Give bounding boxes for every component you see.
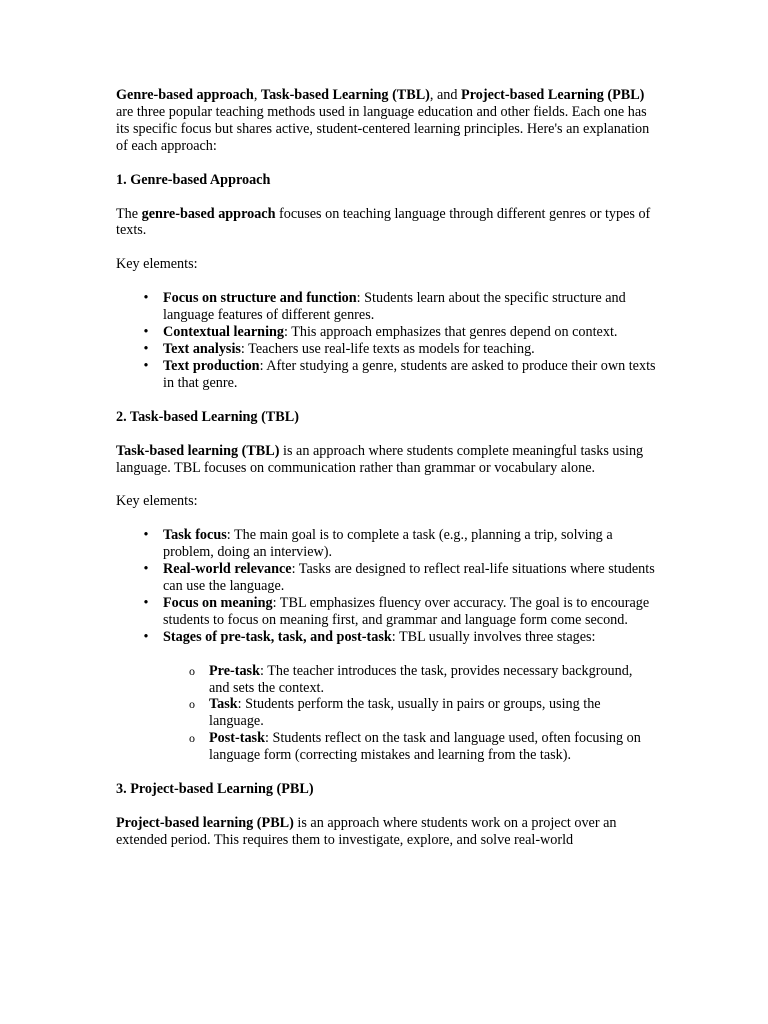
- list-item: [143, 594, 656, 629]
- bullet-icon: •: [143, 594, 149, 611]
- bullet-icon: •: [143, 628, 149, 645]
- intro-sep-1: ,: [253, 87, 261, 103]
- sublist-item-term: Post-task: [209, 730, 265, 747]
- list-item-term: Contextual learning: [163, 324, 284, 341]
- section-1-para-term: genre-based approach: [141, 205, 276, 222]
- list-item: [143, 357, 656, 392]
- bullet-icon: •: [143, 561, 149, 578]
- intro-term-tbl: Task-based Learning (TBL): [260, 87, 430, 103]
- section-1-para-pre: The: [116, 205, 142, 222]
- sublist-item: [189, 730, 656, 764]
- bullet-icon: •: [143, 324, 149, 341]
- sublist-item-term: Task: [209, 696, 238, 713]
- list-item-term: Stages of pre-task, task, and post-task: [163, 628, 392, 645]
- intro-term-genre: Genre-based approach: [116, 87, 254, 103]
- sublist-item: [189, 696, 656, 730]
- list-item-term: Real-world relevance: [163, 561, 292, 578]
- list-item-desc: : This approach emphasizes that genres depend on context.: [284, 324, 618, 341]
- section-1-heading: 1. Genre-based Approach: [116, 171, 271, 188]
- list-item: [143, 290, 656, 324]
- section-2-key-elements-label: Key elements:: [116, 493, 198, 510]
- document-page: [116, 87, 656, 866]
- list-item-desc: : Tasks are designed to reflect real-life situations where students can use the language.: [163, 561, 655, 595]
- section-1-paragraph: [116, 206, 656, 240]
- section-2-paragraph: [116, 443, 656, 477]
- list-item-term: Text production: [163, 357, 260, 374]
- section-1-list: [143, 290, 656, 391]
- section-3-para-post: is an approach where students work on a project over an extended period. This requires them to investigate, explore, and solve real-world: [116, 815, 617, 848]
- section-3-paragraph: [116, 815, 656, 849]
- section-2-para-term: Task-based learning (TBL): [116, 442, 280, 459]
- sublist-item-desc: : Students reflect on the task and language used, often focusing on language form (correcting mistakes and learning from the task).: [209, 730, 641, 764]
- intro-text: are three popular teaching methods used in language education and other fields. Each one has its specific focus but shares active, student-centered learning principles. Here's an explanation of each approach:: [116, 103, 650, 154]
- intro-term-pbl: Project-based Learning (PBL): [461, 87, 645, 103]
- intro-paragraph: [116, 87, 656, 155]
- list-item-desc: : The main goal is to complete a task (e.g., planning a trip, solving a problem, doing an interview).: [163, 527, 613, 561]
- section-2-para-post: is an approach where students complete meaningful tasks using language. TBL focuses on communication rather than grammar or vocabulary alone.: [116, 442, 644, 476]
- list-item-term: Text analysis: [163, 340, 241, 357]
- section-3-para-term: Project-based learning (PBL): [116, 815, 294, 831]
- circle-bullet-icon: o: [189, 731, 195, 746]
- list-item-desc: : TBL emphasizes fluency over accuracy. The goal is to encourage students to focus on meaning first, and grammar and language form come second.: [163, 594, 650, 628]
- section-2-list: [143, 527, 656, 764]
- bullet-icon: •: [143, 357, 149, 374]
- list-item: [143, 527, 656, 561]
- list-item-term: Task focus: [163, 527, 227, 544]
- circle-bullet-icon: o: [189, 697, 195, 712]
- section-3-heading: 3. Project-based Learning (PBL): [116, 781, 314, 798]
- list-item: [143, 561, 656, 595]
- list-item: [143, 324, 656, 341]
- section-2-heading: 2. Task-based Learning (TBL): [116, 408, 299, 425]
- intro-sep-2: , and: [429, 87, 462, 103]
- list-item: [143, 628, 656, 764]
- bullet-icon: •: [143, 290, 149, 307]
- list-item-desc: : After studying a genre, students are asked to produce their own texts in that genre.: [163, 357, 656, 391]
- sublist-item-desc: : The teacher introduces the task, provides necessary background, and sets the context.: [209, 662, 633, 696]
- sublist-item-desc: : Students perform the task, usually in pairs or groups, using the language.: [209, 696, 601, 730]
- list-item-term: Focus on meaning: [163, 594, 273, 611]
- list-item: [143, 340, 656, 358]
- sublist-item-term: Pre-task: [209, 662, 260, 679]
- list-item-desc: : Teachers use real-life texts as models for teaching.: [240, 340, 535, 357]
- circle-bullet-icon: o: [189, 663, 195, 678]
- bullet-icon: •: [143, 527, 149, 544]
- list-item-desc: : Students learn about the specific structure and language features of different genres.: [163, 290, 626, 324]
- section-1-para-post: focuses on teaching language through different genres or types of texts.: [116, 205, 651, 239]
- list-item-term: Focus on structure and function: [163, 290, 357, 307]
- section-2-sublist: [189, 662, 656, 764]
- list-item-desc: : TBL usually involves three stages:: [391, 628, 596, 645]
- bullet-icon: •: [143, 340, 149, 357]
- sublist-item: [189, 662, 656, 697]
- section-1-key-elements-label: Key elements:: [116, 256, 198, 273]
